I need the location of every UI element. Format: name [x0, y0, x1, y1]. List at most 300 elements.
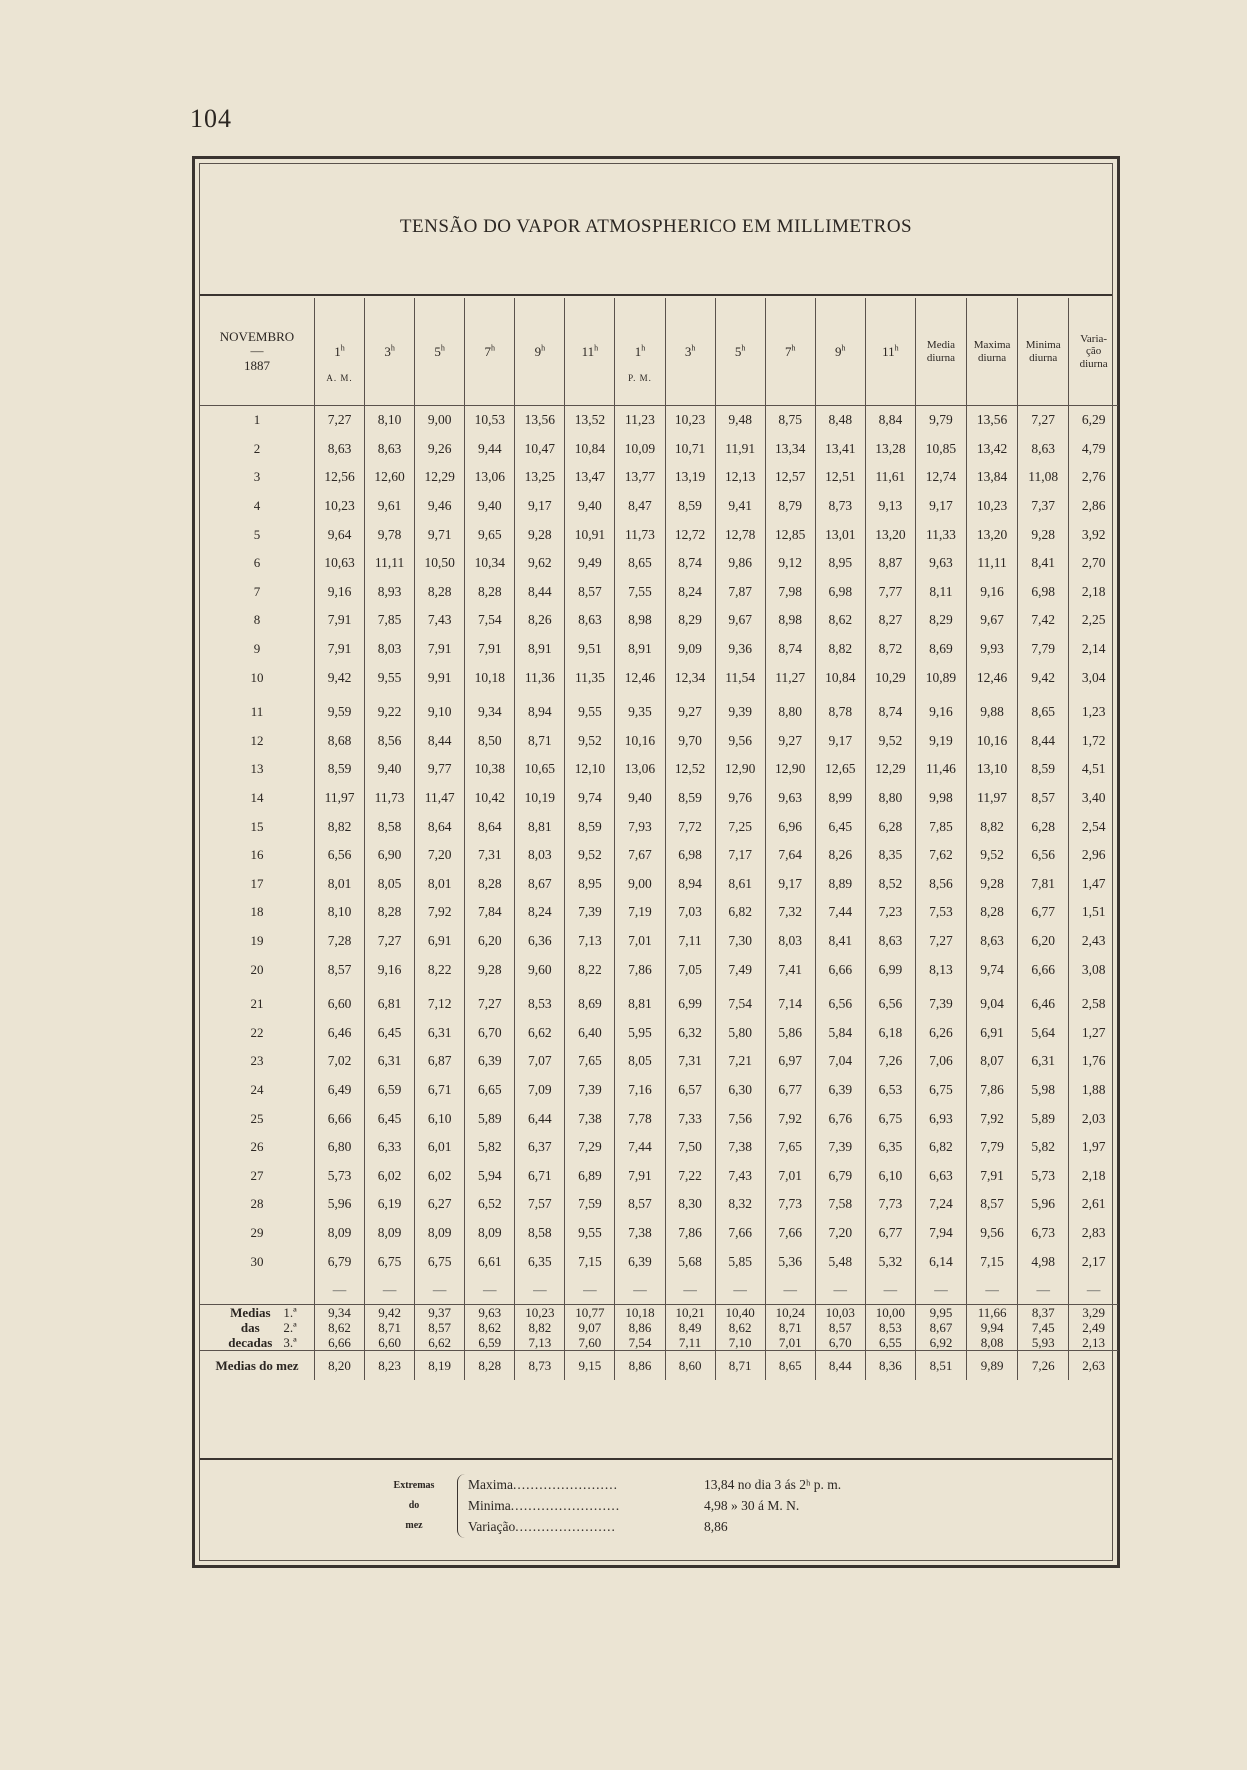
value-cell: 8,52 — [865, 870, 915, 899]
value-cell: 9,55 — [365, 663, 415, 692]
value-cell: 3,40 — [1069, 784, 1118, 813]
value-cell: 5,48 — [815, 1247, 865, 1276]
value-cell: 9,49 — [565, 549, 615, 578]
value-cell: 2,25 — [1069, 606, 1118, 635]
value-cell: 8,56 — [365, 727, 415, 756]
value-cell: 10,89 — [915, 663, 966, 692]
value-cell: 2,14 — [1069, 635, 1118, 664]
value-cell: 6,45 — [365, 1018, 415, 1047]
value-cell: 6,66 — [1018, 955, 1069, 984]
day-cell: 8 — [253, 612, 261, 628]
value-cell: 8,44 — [1018, 727, 1069, 756]
value-cell: 7,06 — [915, 1047, 966, 1076]
value-cell: 6,73 — [1018, 1219, 1069, 1248]
value-cell: 8,59 — [665, 784, 715, 813]
value-cell: 7,84 — [465, 898, 515, 927]
value-cell: 7,53 — [915, 898, 966, 927]
value-cell: 6,28 — [865, 812, 915, 841]
value-cell: 6,02 — [415, 1161, 465, 1190]
day-cell: 1 — [253, 412, 261, 428]
value-cell: 6,76 — [815, 1104, 865, 1133]
value-cell: 10,71 — [665, 435, 715, 464]
value-cell: 12,29 — [415, 463, 465, 492]
value-cell: 6,98 — [1018, 578, 1069, 607]
value-cell: 1,23 — [1069, 692, 1118, 727]
decade-mean-value: 10,03 — [825, 1305, 855, 1321]
hour-value: 7 — [784, 343, 792, 359]
value-cell: 8,28 — [365, 898, 415, 927]
value-cell: 7,65 — [565, 1047, 615, 1076]
value-cell: 10,85 — [915, 435, 966, 464]
value-cell: 6,62 — [515, 1018, 565, 1047]
decade-mean-value: 6,92 — [929, 1335, 953, 1351]
day-cell: 10 — [250, 669, 264, 685]
value-cell: 7,98 — [765, 578, 815, 607]
decade-mean-value: 2,13 — [1082, 1335, 1105, 1351]
value-cell: 9,10 — [415, 692, 465, 727]
header-word: Media — [926, 338, 956, 351]
value-cell: 7,66 — [715, 1219, 765, 1248]
value-cell: 6,99 — [665, 984, 715, 1019]
value-cell: 7,78 — [615, 1104, 665, 1133]
month-mean-value: 8,86 — [615, 1351, 665, 1380]
value-cell: 4,98 — [1018, 1247, 1069, 1276]
value-cell: 13,77 — [615, 463, 665, 492]
value-cell: 9,41 — [715, 492, 765, 521]
value-cell: 6,77 — [865, 1219, 915, 1248]
value-cell: 8,74 — [765, 635, 815, 664]
header-word: diurna — [1029, 351, 1058, 364]
value-cell: 7,77 — [865, 578, 915, 607]
value-cell: 8,78 — [815, 692, 865, 727]
value-cell: 6,91 — [415, 927, 465, 956]
value-cell: 6,65 — [465, 1076, 515, 1105]
hour-header — [665, 298, 715, 406]
value-cell: 6,31 — [1018, 1047, 1069, 1076]
value-cell: 13,06 — [465, 463, 515, 492]
value-cell: 9,28 — [515, 520, 565, 549]
value-cell: 6,39 — [815, 1076, 865, 1105]
extremes-rows — [468, 1474, 842, 1537]
value-cell: 2,17 — [1069, 1247, 1118, 1276]
value-cell: 12,72 — [665, 520, 715, 549]
value-cell: 6,20 — [1018, 927, 1069, 956]
value-cell: 8,05 — [365, 870, 415, 899]
value-cell: 6,49 — [314, 1076, 364, 1105]
value-cell: 9,44 — [465, 435, 515, 464]
decade-ordinal: 3.ª — [283, 1335, 297, 1351]
month-mean-value: 9,89 — [967, 1351, 1018, 1380]
value-cell: 8,50 — [465, 727, 515, 756]
value-cell: 8,95 — [815, 549, 865, 578]
decade-mean-value: 7,01 — [778, 1335, 802, 1351]
maxima-diurna-header — [967, 298, 1018, 406]
value-cell: 10,63 — [314, 549, 364, 578]
day-cell: 3 — [253, 469, 261, 485]
value-cell: 8,44 — [415, 727, 465, 756]
value-cell: 9,40 — [565, 492, 615, 521]
value-cell: 13,42 — [967, 435, 1018, 464]
decade-means-cell — [365, 1305, 415, 1351]
decade-ordinal: 2.ª — [283, 1320, 297, 1336]
value-cell: 9,17 — [515, 492, 565, 521]
value-cell: 2,83 — [1069, 1219, 1118, 1248]
dash-cell: — — [967, 1276, 1018, 1305]
decade-mean-value: 8,67 — [929, 1320, 953, 1336]
value-cell: 9,26 — [415, 435, 465, 464]
table-row — [200, 727, 1118, 756]
value-cell: 13,56 — [967, 406, 1018, 435]
value-cell: 10,50 — [415, 549, 465, 578]
hour-suffix: h — [491, 343, 495, 353]
value-cell: 6,70 — [465, 1018, 515, 1047]
value-cell: 9,16 — [314, 578, 364, 607]
value-cell: 6,75 — [915, 1076, 966, 1105]
value-cell: 13,47 — [565, 463, 615, 492]
value-cell: 9,42 — [314, 663, 364, 692]
value-cell: 6,79 — [314, 1247, 364, 1276]
table-row — [200, 927, 1118, 956]
day-cell: 11 — [250, 704, 264, 720]
dash-cell: — — [565, 1276, 615, 1305]
value-cell: 8,98 — [615, 606, 665, 635]
value-cell: 1,88 — [1069, 1076, 1118, 1105]
value-cell: 5,73 — [314, 1161, 364, 1190]
value-cell: 6,81 — [365, 984, 415, 1019]
value-cell: 7,07 — [515, 1047, 565, 1076]
value-cell: 7,05 — [665, 955, 715, 984]
hour-suffix: h — [741, 343, 746, 353]
value-cell: 8,63 — [865, 927, 915, 956]
value-cell: 8,28 — [415, 578, 465, 607]
value-cell: 6,63 — [915, 1161, 966, 1190]
hour-header — [415, 298, 465, 406]
value-cell: 7,16 — [615, 1076, 665, 1105]
decade-means-word: decadas — [228, 1335, 273, 1351]
value-cell: 2,58 — [1069, 984, 1118, 1019]
value-cell: 7,87 — [715, 578, 765, 607]
header-word: Maxima — [973, 338, 1011, 351]
decade-means-cell — [915, 1305, 966, 1351]
value-cell: 8,91 — [515, 635, 565, 664]
decade-mean-value: 6,66 — [328, 1335, 351, 1351]
day-cell: 18 — [250, 904, 264, 920]
value-cell: 6,98 — [665, 841, 715, 870]
decade-mean-value: 10,21 — [675, 1305, 705, 1321]
day-cell: 7 — [253, 583, 261, 599]
day-cell: 26 — [250, 1139, 264, 1155]
value-cell: 7,73 — [765, 1190, 815, 1219]
value-cell: 6,91 — [967, 1018, 1018, 1047]
value-cell: 8,57 — [615, 1190, 665, 1219]
value-cell: 7,91 — [314, 606, 364, 635]
value-cell: 6,90 — [365, 841, 415, 870]
value-cell: 12,57 — [765, 463, 815, 492]
hour-header — [765, 298, 815, 406]
hour-header — [865, 298, 915, 406]
decade-mean-value: 3,29 — [1082, 1305, 1105, 1321]
table-row — [200, 812, 1118, 841]
dash-cell: — — [365, 1276, 415, 1305]
table-row — [200, 870, 1118, 899]
value-cell: 6,32 — [665, 1018, 715, 1047]
value-cell: 9,40 — [615, 784, 665, 813]
value-cell: 12,90 — [715, 755, 765, 784]
value-cell: 11,11 — [967, 549, 1018, 578]
value-cell: 7,09 — [515, 1076, 565, 1105]
month-means-row — [200, 1351, 1118, 1380]
value-cell: 6,26 — [915, 1018, 966, 1047]
value-cell: 2,76 — [1069, 463, 1118, 492]
value-cell: 8,69 — [565, 984, 615, 1019]
value-cell: 6,29 — [1069, 406, 1118, 435]
value-cell: 9,56 — [967, 1219, 1018, 1248]
hour-header — [365, 298, 415, 406]
extreme-minima — [468, 1495, 800, 1516]
month-name: NOVEMBRO — [219, 329, 295, 345]
hour-suffix: h — [440, 343, 445, 353]
value-cell: 10,38 — [465, 755, 515, 784]
value-cell: 13,19 — [665, 463, 715, 492]
value-cell: 11,91 — [715, 435, 765, 464]
extreme-value: 8,86 — [704, 1519, 728, 1534]
value-cell: 7,23 — [865, 898, 915, 927]
value-cell: 9,17 — [915, 492, 966, 521]
value-cell: 8,80 — [865, 784, 915, 813]
table-inner-frame — [199, 163, 1113, 1561]
hour-suffix: h — [541, 343, 546, 353]
pm-label: P. M. — [628, 373, 652, 383]
decade-mean-value: 7,45 — [1031, 1320, 1055, 1336]
value-cell: 8,26 — [815, 841, 865, 870]
hour-value: 5 — [734, 343, 742, 359]
value-cell: 9,09 — [665, 635, 715, 664]
month-means-label: Medias do mez — [200, 1351, 314, 1380]
decade-mean-value: 6,59 — [478, 1335, 502, 1351]
dash-cell: — — [615, 1276, 665, 1305]
value-cell: 1,27 — [1069, 1018, 1118, 1047]
value-cell: 6,46 — [1018, 984, 1069, 1019]
decade-mean-value: 8,71 — [378, 1320, 401, 1336]
value-cell: 10,09 — [615, 435, 665, 464]
value-cell: 8,94 — [665, 870, 715, 899]
month-header — [200, 298, 314, 406]
value-cell: 6,35 — [865, 1133, 915, 1162]
value-cell: 10,84 — [565, 435, 615, 464]
value-cell: 8,03 — [515, 841, 565, 870]
value-cell: 9,61 — [365, 492, 415, 521]
value-cell: 6,10 — [865, 1161, 915, 1190]
value-cell: 8,89 — [815, 870, 865, 899]
value-cell: 8,61 — [715, 870, 765, 899]
value-cell: 9,78 — [365, 520, 415, 549]
value-cell: 8,67 — [515, 870, 565, 899]
value-cell: 8,62 — [815, 606, 865, 635]
value-cell: 6,01 — [415, 1133, 465, 1162]
day-cell: 4 — [253, 498, 261, 514]
value-cell: 7,29 — [565, 1133, 615, 1162]
decade-mean-value: 9,95 — [929, 1305, 953, 1321]
header-word: diurna — [978, 351, 1007, 364]
header-word: ção — [1085, 345, 1102, 358]
decade-means-cell — [1018, 1305, 1069, 1351]
value-cell: 8,09 — [465, 1219, 515, 1248]
value-cell: 9,98 — [915, 784, 966, 813]
value-cell: 12,29 — [865, 755, 915, 784]
value-cell: 9,64 — [314, 520, 364, 549]
table-row — [200, 406, 1118, 435]
value-cell: 9,35 — [615, 692, 665, 727]
value-cell: 8,29 — [665, 606, 715, 635]
hour-value: 1 — [334, 343, 341, 359]
value-cell: 7,20 — [415, 841, 465, 870]
value-cell: 7,54 — [715, 984, 765, 1019]
value-cell: 6,44 — [515, 1104, 565, 1133]
value-cell: 12,46 — [967, 663, 1018, 692]
value-cell: 10,47 — [515, 435, 565, 464]
value-cell: 9,36 — [715, 635, 765, 664]
value-cell: 8,79 — [765, 492, 815, 521]
value-cell: 9,63 — [915, 549, 966, 578]
value-cell: 10,18 — [465, 663, 515, 692]
table-row — [200, 1133, 1118, 1162]
header-word: diurna — [926, 351, 956, 364]
table-row — [200, 1190, 1118, 1219]
hour-value: 11 — [581, 343, 595, 359]
hour-value: 7 — [484, 343, 491, 359]
value-cell: 7,38 — [565, 1104, 615, 1133]
table-row — [200, 1047, 1118, 1076]
value-cell: 8,41 — [1018, 549, 1069, 578]
value-cell: 11,27 — [765, 663, 815, 692]
value-cell: 7,04 — [815, 1047, 865, 1076]
value-cell: 8,59 — [565, 812, 615, 841]
value-cell: 6,61 — [465, 1247, 515, 1276]
value-cell: 9,65 — [465, 520, 515, 549]
value-cell: 6,87 — [415, 1047, 465, 1076]
month-dash: — — [250, 343, 264, 359]
value-cell: 7,94 — [915, 1219, 966, 1248]
value-cell: 10,91 — [565, 520, 615, 549]
dash-cell: — — [765, 1276, 815, 1305]
hour-suffix: h — [791, 343, 796, 353]
table-row — [200, 784, 1118, 813]
dash-cell: — — [665, 1276, 715, 1305]
value-cell: 7,86 — [665, 1219, 715, 1248]
value-cell: 2,61 — [1069, 1190, 1118, 1219]
value-cell: 9,52 — [565, 841, 615, 870]
value-cell: 9,22 — [365, 692, 415, 727]
value-cell: 12,74 — [915, 463, 966, 492]
value-cell: 7,14 — [765, 984, 815, 1019]
value-cell: 12,52 — [665, 755, 715, 784]
value-cell: 1,47 — [1069, 870, 1118, 899]
table-title: TENSÃO DO VAPOR ATMOSPHERICO EM MILLIMETROS — [399, 216, 913, 237]
am-label: A. M. — [326, 373, 353, 383]
value-cell: 8,98 — [765, 606, 815, 635]
value-cell: 10,19 — [515, 784, 565, 813]
month-mean-value: 9,15 — [565, 1351, 615, 1380]
table-row — [200, 663, 1118, 692]
value-cell: 7,22 — [665, 1161, 715, 1190]
decade-mean-value: 8,53 — [879, 1320, 902, 1336]
value-cell: 6,57 — [665, 1076, 715, 1105]
value-cell: 9,77 — [415, 755, 465, 784]
value-cell: 8,82 — [314, 812, 364, 841]
value-cell: 10,53 — [465, 406, 515, 435]
value-cell: 8,13 — [915, 955, 966, 984]
value-cell: 9,16 — [365, 955, 415, 984]
value-cell: 6,35 — [515, 1247, 565, 1276]
value-cell: 7,72 — [665, 812, 715, 841]
value-cell: 8,58 — [365, 812, 415, 841]
value-cell: 8,63 — [565, 606, 615, 635]
value-cell: 6,66 — [314, 1104, 364, 1133]
value-cell: 9,52 — [967, 841, 1018, 870]
value-cell: 7,57 — [515, 1190, 565, 1219]
value-cell: 8,28 — [967, 898, 1018, 927]
month-mean-value: 2,63 — [1069, 1351, 1118, 1380]
value-cell: 9,93 — [967, 635, 1018, 664]
value-cell: 6,53 — [865, 1076, 915, 1105]
value-cell: 7,81 — [1018, 870, 1069, 899]
value-cell: 8,24 — [665, 578, 715, 607]
value-cell: 13,52 — [565, 406, 615, 435]
hour-suffix: h — [641, 343, 646, 353]
decade-mean-value: 8,57 — [828, 1320, 852, 1336]
hour-suffix: h — [691, 343, 696, 353]
page-number: 104 — [190, 104, 232, 133]
value-cell: 11,08 — [1018, 463, 1069, 492]
value-cell: 7,12 — [415, 984, 465, 1019]
value-cell: 8,48 — [815, 406, 865, 435]
value-cell: 6,89 — [565, 1161, 615, 1190]
table-row — [200, 463, 1118, 492]
value-cell: 7,30 — [715, 927, 765, 956]
value-cell: 9,27 — [665, 692, 715, 727]
value-cell: 9,34 — [465, 692, 515, 727]
day-cell: 25 — [250, 1110, 264, 1126]
value-cell: 7,19 — [615, 898, 665, 927]
value-cell: 7,28 — [314, 927, 364, 956]
minima-diurna-header — [1018, 298, 1069, 406]
value-cell: 7,27 — [314, 406, 364, 435]
day-cell: 23 — [250, 1053, 264, 1069]
value-cell: 8,10 — [314, 898, 364, 927]
value-cell: 5,82 — [465, 1133, 515, 1162]
decade-mean-value: 10,18 — [625, 1305, 655, 1321]
value-cell: 7,38 — [715, 1133, 765, 1162]
day-cell: 30 — [250, 1253, 264, 1269]
value-cell: 13,10 — [967, 755, 1018, 784]
value-cell: 2,43 — [1069, 927, 1118, 956]
value-cell: 2,70 — [1069, 549, 1118, 578]
value-cell: 6,31 — [365, 1047, 415, 1076]
value-cell: 9,71 — [415, 520, 465, 549]
value-cell: 5,89 — [465, 1104, 515, 1133]
value-cell: 8,64 — [465, 812, 515, 841]
decade-mean-value: 7,10 — [728, 1335, 752, 1351]
value-cell: 7,17 — [715, 841, 765, 870]
value-cell: 9,00 — [415, 406, 465, 435]
media-diurna-header — [915, 298, 966, 406]
extreme-name: Minima — [468, 1498, 511, 1513]
hour-value: 3 — [684, 343, 692, 359]
extreme-maxima — [468, 1474, 842, 1495]
value-cell: 7,58 — [815, 1190, 865, 1219]
hour-suffix: h — [841, 343, 846, 353]
hour-value: 9 — [534, 343, 542, 359]
